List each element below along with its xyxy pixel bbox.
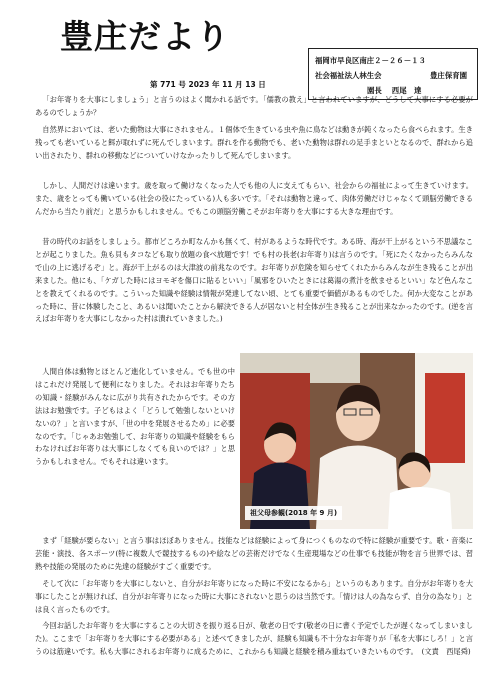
article-paragraph: しかし、人間だけは違います。歳を取って働けなくなった人でも他の人に支えてもらい、社会からの福祉によって生きていけます。また、歳をとっても働いている(社会の役にたっている)人も多いです。「それは動物と違って、肉体労働だけじゃなくて頭脳労働できるんだから当たり前だ」と思うかもしれません。でもこの頭脳労働こそがお年寄りを大事にする大きな理由です。 — [35, 181, 473, 216]
publisher-organization — [315, 68, 471, 83]
publisher-address: 福岡市早良区南庄２－２６－１３ — [315, 56, 426, 65]
publisher-box — [308, 48, 478, 100]
publisher-org: 社会福祉法人林生会 — [315, 71, 382, 80]
newsletter-title: 豊庄だより — [60, 17, 230, 56]
article-paragraph: 昔の時代のお話をしましょう。都市どころか町なんかも無くて、村があるような時代です。ある時、海が干上がるという不思議なことが起こりました。魚も貝もタコなども取り放題の食べ放題です！でも村の長老(お年寄り)は言うのです。「死にたくなかったらみんなで山の上に逃げるぞ」と。海が干上がるのは大津波の前兆なのです。お年寄りが危険を知らせてくれたからみんなが生き残ることが出来ました。他にも、「ケガした時にはヨモギを傷口に貼るといい」「風邪をひいたときには葛湯の煮汁を飲ませるといい」など色んなことを教えてくれるのです。こういった知識や経験は情報が発達してない頃、とても重要で価値があるものでした。何か大変なことがあった時に、昔に体験したこと、あるいは聞いたことから解決できる人が居ないと村全体が生き残ることが出来なかったのです。(逆を言えばお年寄りを大事にしなかった村は潰れていきました。) — [35, 237, 473, 324]
article-paragraph: 人間自体は動物とほとんど進化していません。でも世の中はこれだけ発展して便利になりました。それはお年寄りたちの知識・経験がみんなに広がり共有されたからです。その方法はお勉強です。子どもはよく「どうして勉強しないといけないの？」と言いますが、「世の中を発展させるため」に必要なのです。「じゃあお勉強して、お年寄りの知識や経験をもらわなければお年寄りは大事にしなくても良いのでは？」と思うかもしれません。でもそれは違います。 — [35, 367, 235, 467]
article-paragraph: まず「経験が要らない」と言う事はほぼありません。技能などは経験によって身につくものなので特に経験が重要です。歌・音楽に芸能・演技、各スポーツ(特に複数人で競技するもの)や絵などの芸術だけでなく生産現場などの仕事でも技能が物を言う世界では、習熟や技能の発展のために先達の経験がすごく重要です。 — [35, 536, 473, 571]
issue-date: 第 771 号 2023 年 11 月 13 日 — [150, 80, 266, 89]
photo-caption: 祖父母参観(2018 年 9 月) — [245, 506, 342, 520]
article-paragraph: 「お年寄りを大事にしましょう」と言うのはよく聞かれる話です。「儒教の教え」と言われていますが、どうして大事にする必要があるのでしょうか？ — [35, 95, 473, 117]
publisher-facility: 豊庄保育園 — [430, 71, 467, 80]
publisher-role: 園長 — [367, 86, 382, 95]
photo-illustration — [240, 353, 473, 529]
article-paragraph: 今回お話したお年寄りを大事にすることの大切さを振り返る日が、敬老の日です(敬老の日に書く予定でしたが遅くなってしまいました)。ここまで「お年寄りを大事にする必要がある」と述べてきましたが、経験も知識も不十分なお年寄りが「私を大事にしろ！」と言うのは筋違いです。私も大事にされるお年寄りに成るために、これからも知識と経験を積み重ねていきたいものです。 (文責 西尾舜) — [35, 621, 473, 656]
article-paragraph: そして次に「お年寄りを大事にしないと、自分がお年寄りになった時に不安になるから」というのもあります。自分がお年寄りを大事にしたことが無ければ、自分がお年寄りになった時に大事にされないと思うのは当然です。「情けは人の為ならず、自分の為なり」とは良く言ったものです。 — [35, 579, 473, 614]
grandparents-visit-photo — [240, 353, 473, 529]
article-paragraph: 自然界においては、老いた動物は大事にされません。１個体で生きている虫や魚に鳥などは動きが鈍くなったら食べられます。生き残っても老いていると餌が取れずに死んでしまいます。群れを作る動物でも、老いた動物は群れの足手まといとなるので、群れから追い出されたり、群れの移動などについていけなかったりして死んでしまいます。 — [35, 125, 473, 160]
publisher-name: 西尾 達 — [391, 86, 422, 95]
